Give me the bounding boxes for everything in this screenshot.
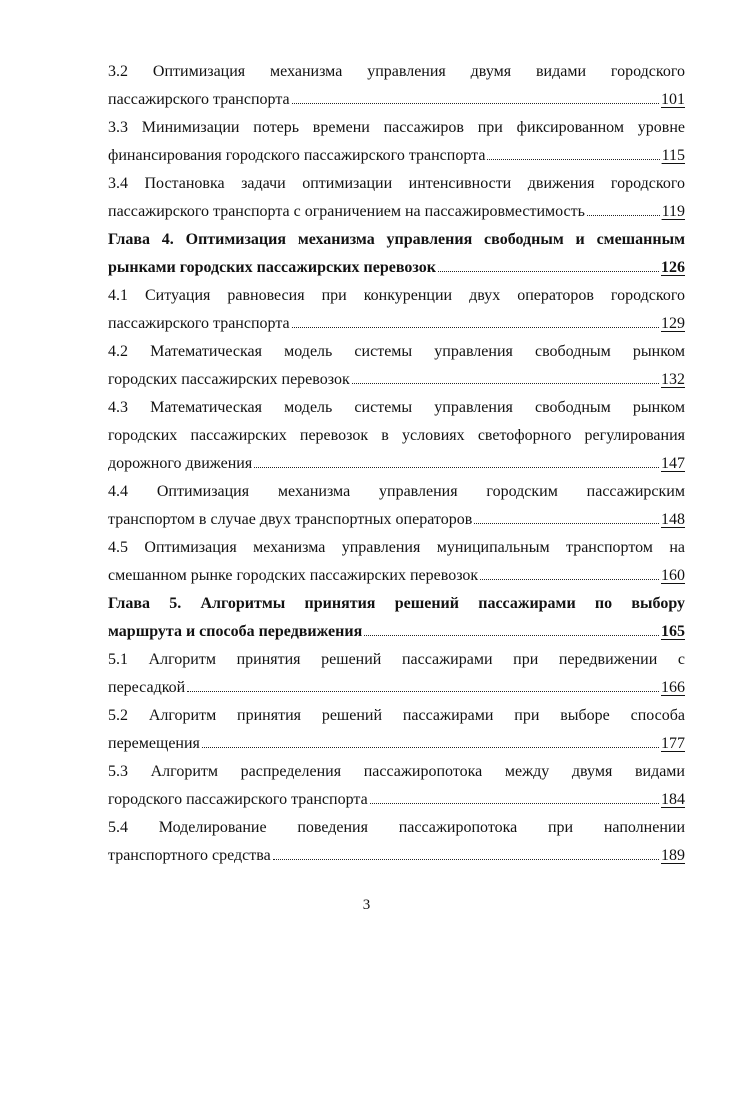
toc-entry-leader-line	[108, 86, 685, 114]
toc-page-ref: 132	[661, 371, 685, 388]
toc-entry-line: Глава 5. Алгоритмы принятия решений пассажирами по выбору	[108, 595, 685, 612]
dot-leader	[202, 746, 659, 748]
toc-entry-title-end: транспортом в случае двух транспортных операторов	[108, 511, 473, 528]
dot-leader	[370, 802, 659, 804]
toc-entry-title-end: транспортного средства	[108, 847, 271, 864]
toc-entry-title-end: рынками городских пассажирских перевозок	[108, 259, 436, 276]
dot-leader	[254, 466, 659, 468]
toc-entry-line: 5.1 Алгоритм принятия решений пассажирами при передвижении с	[108, 651, 685, 668]
dot-leader	[480, 578, 659, 580]
toc-entry-title-end: пассажирского транспорта	[108, 315, 290, 332]
toc-entry-title-end: маршрута и способа передвижения	[108, 623, 363, 640]
toc-section-entry	[108, 114, 685, 170]
dot-leader	[352, 382, 659, 384]
toc-section-entry	[108, 170, 685, 226]
toc-page-ref: 147	[661, 455, 685, 472]
toc-entry-line: Глава 4. Оптимизация механизма управления свободным и смешанным	[108, 231, 685, 248]
toc-entry-line: городских пассажирских перевозок в условиях светофорного регулирования	[108, 427, 685, 444]
toc-entry-leader-line	[108, 730, 685, 758]
dot-leader	[273, 858, 659, 860]
toc-entry-title-end: городского пассажирского транспорта	[108, 791, 368, 808]
toc-chapter-entry	[108, 590, 685, 646]
toc-section-entry	[108, 282, 685, 338]
toc-entry-leader-line	[108, 142, 685, 170]
toc-entry-line: 4.2 Математическая модель системы управления свободным рынком	[108, 343, 685, 360]
toc-entry-line: 4.5 Оптимизация механизма управления муниципальным транспортом на	[108, 539, 685, 556]
toc-page-ref: 119	[661, 203, 685, 220]
toc-entry-leader-line	[108, 562, 685, 590]
toc-section-entry	[108, 338, 685, 394]
toc-entry-leader-line	[108, 618, 685, 646]
toc-entry-title-end: перемещения	[108, 735, 200, 752]
toc-section-entry	[108, 394, 685, 478]
dot-leader	[487, 158, 659, 160]
toc-page-ref: 160	[661, 567, 685, 584]
toc-entry-leader-line	[108, 366, 685, 394]
toc-entry-title-end: смешанном рынке городских пассажирских перевозок	[108, 567, 479, 584]
toc-entry-title-end: финансирования городского пассажирского транспорта	[108, 147, 486, 164]
toc-entry-title-end: пересадкой	[108, 679, 186, 696]
toc-section-entry	[108, 58, 685, 114]
toc-entry-leader-line	[108, 310, 685, 338]
toc-entry-line: 3.3 Минимизации потерь времени пассажиров при фиксированном уровне	[108, 119, 685, 136]
toc-entry-line: 5.3 Алгоритм распределения пассажиропотока между двумя видами	[108, 763, 685, 780]
toc-page-ref: 148	[661, 511, 685, 528]
toc-entry-title-end: пассажирского транспорта	[108, 91, 290, 108]
toc-entry-line: 3.2 Оптимизация механизма управления двумя видами городского	[108, 63, 685, 80]
toc-page-ref: 177	[661, 735, 685, 752]
toc-page-ref: 115	[661, 147, 685, 164]
dot-leader	[587, 214, 660, 216]
toc-entry-leader-line	[108, 254, 685, 282]
toc-entry-line: 3.4 Постановка задачи оптимизации интенсивности движения городского	[108, 175, 685, 192]
toc-entry-leader-line	[108, 786, 685, 814]
table-of-contents	[108, 58, 685, 870]
toc-entry-title-end: городских пассажирских перевозок	[108, 371, 350, 388]
toc-entry-leader-line	[108, 674, 685, 702]
toc-entry-leader-line	[108, 198, 685, 226]
toc-entry-title-end: пассажирского транспорта с ограничением на пассажировместимость	[108, 203, 585, 220]
toc-entry-leader-line	[108, 506, 685, 534]
toc-entry-line: 5.2 Алгоритм принятия решений пассажирами при выборе способа	[108, 707, 685, 724]
toc-page-ref: 166	[661, 679, 685, 696]
toc-page-ref: 126	[661, 259, 685, 276]
toc-section-entry	[108, 646, 685, 702]
toc-page-ref: 165	[661, 623, 685, 640]
toc-entry-line: 5.4 Моделирование поведения пассажиропотока при наполнении	[108, 819, 685, 836]
dot-leader	[292, 326, 659, 328]
toc-chapter-entry	[108, 226, 685, 282]
toc-entry-leader-line	[108, 842, 685, 870]
toc-page-ref: 189	[661, 847, 685, 864]
toc-entry-line: 4.1 Ситуация равновесия при конкуренции двух операторов городского	[108, 287, 685, 304]
toc-entry-line: 4.4 Оптимизация механизма управления городским пассажирским	[108, 483, 685, 500]
dot-leader	[438, 270, 659, 272]
toc-section-entry	[108, 758, 685, 814]
dot-leader	[187, 690, 659, 692]
toc-entry-line: 4.3 Математическая модель системы управления свободным рынком	[108, 399, 685, 416]
toc-entry-title-end: дорожного движения	[108, 455, 253, 472]
toc-page-ref: 184	[661, 791, 685, 808]
toc-page-ref: 101	[661, 91, 685, 108]
toc-section-entry	[108, 814, 685, 870]
toc-section-entry	[108, 478, 685, 534]
toc-entry-leader-line	[108, 450, 685, 478]
page-number: 3	[362, 897, 371, 913]
toc-section-entry	[108, 534, 685, 590]
toc-page-ref: 129	[661, 315, 685, 332]
toc-section-entry	[108, 702, 685, 758]
dot-leader	[292, 102, 659, 104]
dot-leader	[364, 634, 659, 636]
dot-leader	[474, 522, 659, 524]
